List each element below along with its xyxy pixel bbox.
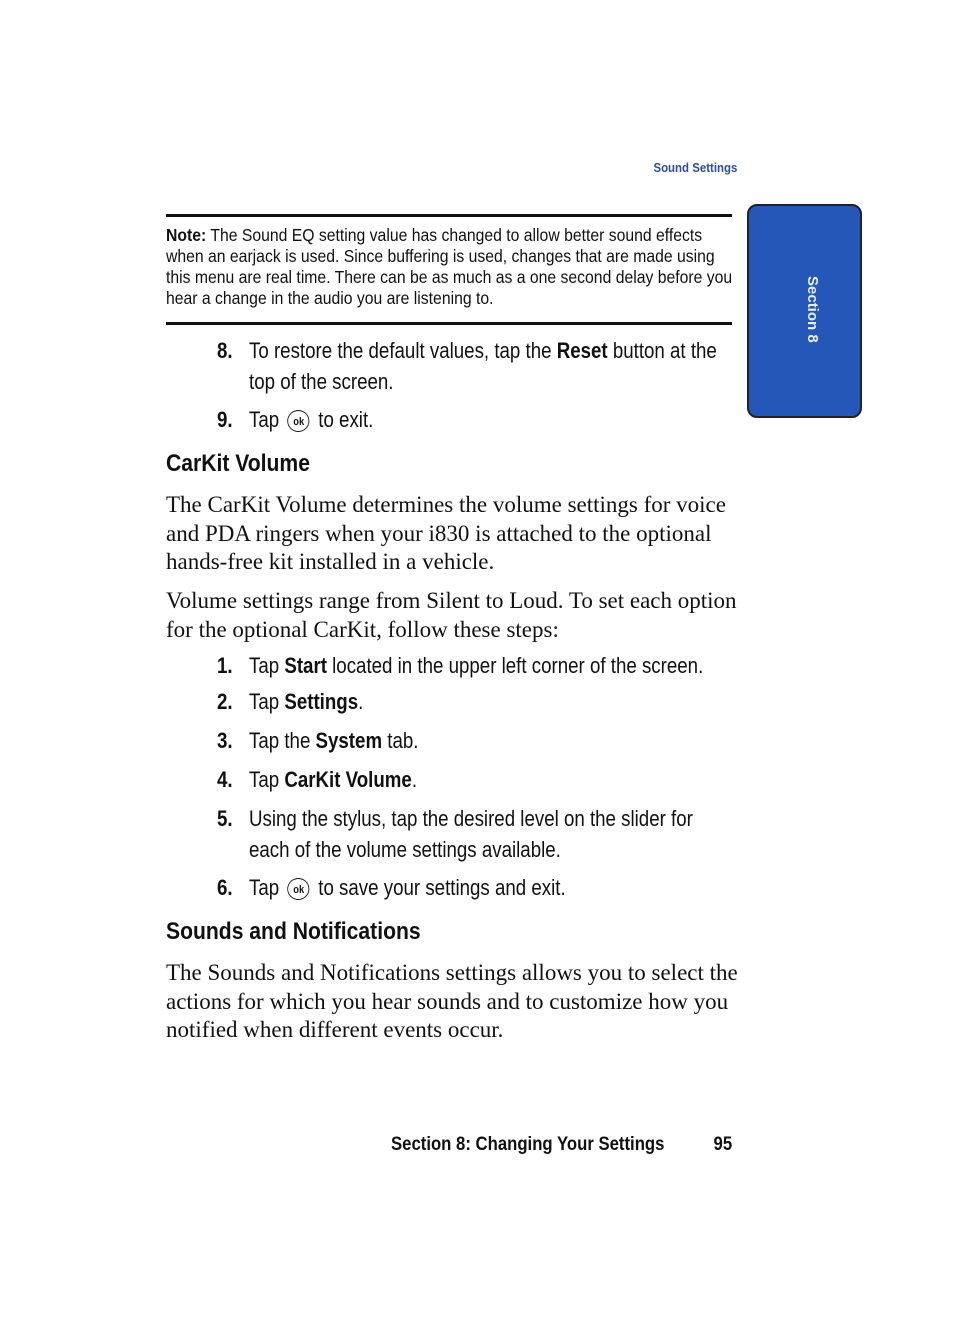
step-text: Tap Start located in the upper left corner of the screen. xyxy=(249,653,704,678)
reset-term: Reset xyxy=(556,338,608,363)
step-number: 5. xyxy=(217,806,233,831)
carkit-volume-heading: CarKit Volume xyxy=(166,450,310,477)
step-text: To restore the default values, tap the Reset button at the top of the screen. xyxy=(249,338,717,394)
sounds-notifications-heading: Sounds and Notifications xyxy=(166,918,421,945)
step-number: 3. xyxy=(217,728,233,753)
step-text: Tap ok to save your settings and exit. xyxy=(249,875,566,900)
running-head: Sound Settings xyxy=(653,160,737,175)
section-tab xyxy=(747,204,862,418)
step-number: 6. xyxy=(217,875,233,900)
note-text xyxy=(166,225,733,309)
note-body: The Sound EQ setting value has changed to allow better sound effects when an earjack is used. Since buffering is used, changes that are made using this menu are real time. There can be as much as a one second delay before you hear a change in the audio you are listening to. xyxy=(166,225,733,308)
step-text: Tap the System tab. xyxy=(249,728,419,753)
footer-title: Section 8: Changing Your Settings xyxy=(391,1134,665,1155)
sounds-paragraph: The Sounds and Notifications settings allows you to select the actions for which you hear sounds and to customize how you notified when different events occur. xyxy=(166,960,738,1042)
page-number: 95 xyxy=(713,1134,732,1155)
carkit-paragraph-1: The CarKit Volume determines the volume settings for voice and PDA ringers when your i830 is attached to the optional hands-free kit installed in a vehicle. xyxy=(166,492,726,574)
step-text: Using the stylus, tap the desired level on the slider for each of the volume settings available. xyxy=(249,806,693,862)
step-number: 9. xyxy=(217,407,233,432)
step-number: 8. xyxy=(217,338,233,363)
step-number: 4. xyxy=(217,767,233,792)
note-label: Note: xyxy=(166,225,207,245)
step-text: Tap Settings. xyxy=(249,689,364,714)
step-number: 2. xyxy=(217,689,233,714)
ok-icon: ok xyxy=(288,878,310,900)
page-footer xyxy=(391,1134,736,1158)
step-text: Tap CarKit Volume. xyxy=(249,767,418,792)
section-tab-label: Section 8 xyxy=(804,276,821,343)
carkit-paragraph-2: Volume settings range from Silent to Loud. To set each option for the optional CarKit, follow these steps: xyxy=(166,588,737,642)
ok-icon: ok xyxy=(288,410,310,432)
step-number: 1. xyxy=(217,653,233,678)
step-text: Tap ok to exit. xyxy=(249,407,374,432)
note-box xyxy=(166,214,732,325)
